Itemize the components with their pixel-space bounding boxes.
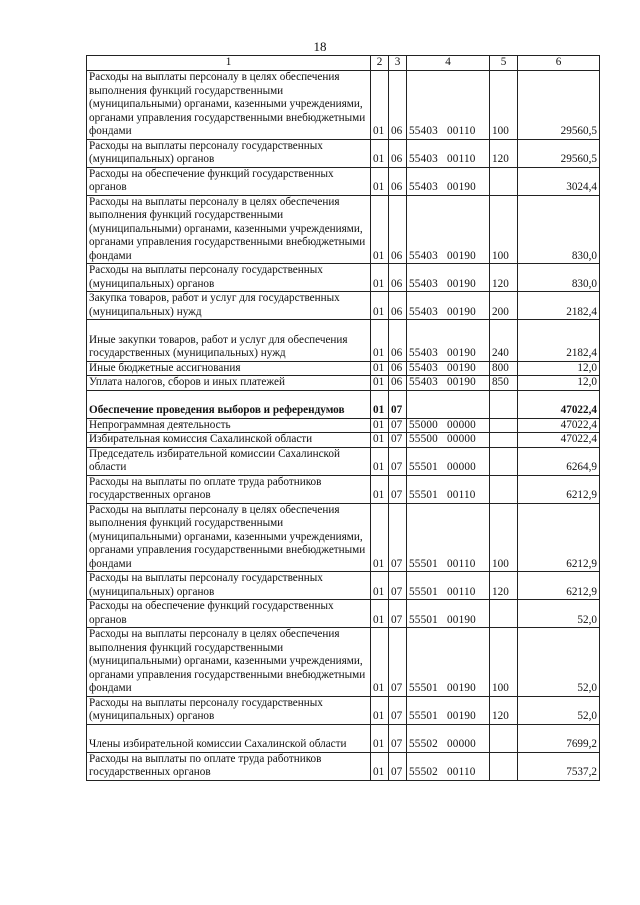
target-article-cell [407,418,490,433]
table-row [87,752,600,780]
table-row [87,139,600,167]
section-code-cell: 01 [371,390,389,418]
subsection-code-cell: 06 [389,167,407,195]
amount-cell: 2182,4 [518,320,600,362]
expense-type-cell: 800 [490,361,518,376]
column-header-subsection: 3 [389,56,407,71]
section-code-cell: 01 [371,724,389,752]
expense-name-cell: Члены избирательной комиссии Сахалинской области [87,724,371,752]
table-row [87,292,600,320]
expense-type-cell: 120 [490,139,518,167]
amount-cell: 47022,4 [518,418,600,433]
section-code-cell: 01 [371,433,389,448]
table-row [87,572,600,600]
target-article-direction-code: 00190 [447,277,476,290]
column-header-section: 2 [371,56,389,71]
section-code-cell: 01 [371,139,389,167]
target-article-direction-code: 00110 [447,153,476,165]
table-row [87,418,600,433]
target-article-cell [407,320,490,362]
amount-cell: 47022,4 [518,390,600,418]
table-row [87,433,600,448]
table-row [87,696,600,724]
expense-name-cell: Иные бюджетные ассигнования [87,361,371,376]
target-article-program-code: 55403 [409,277,438,290]
table-row [87,195,600,264]
table-header-row [87,56,600,71]
page-number: 18 [313,39,327,54]
amount-cell: 6212,9 [518,503,600,572]
target-article-program-code: 55501 [409,489,438,501]
subsection-code-cell: 06 [389,361,407,376]
subsection-code-cell: 06 [389,376,407,391]
expense-name-cell: Непрограммная деятельность [87,418,371,433]
expense-name-cell: Расходы на выплаты по оплате труда работников государственных органов [87,752,371,780]
target-article-direction-code: 00190 [447,249,476,262]
expense-name-cell: Расходы на выплаты персоналу государственных (муниципальных) органов [87,139,371,167]
target-article-cell [407,433,490,448]
target-article-cell [407,724,490,752]
table-row [87,600,600,628]
table-row [87,503,600,572]
column-header-target-article: 4 [407,56,490,71]
subsection-code-cell: 07 [389,752,407,780]
table-body [87,71,600,781]
table-row [87,390,600,418]
target-article-direction-code: 00110 [447,489,476,501]
target-article-cell [407,628,490,697]
expense-type-cell: 100 [490,71,518,140]
target-article-cell [407,475,490,503]
table-row [87,167,600,195]
amount-cell: 7699,2 [518,724,600,752]
table-row [87,628,600,697]
target-article-direction-code: 00110 [447,585,476,598]
section-code-cell: 01 [371,320,389,362]
target-article-cell [407,361,490,376]
subsection-code-cell: 06 [389,195,407,264]
column-header-expense-type: 5 [490,56,518,71]
expense-name-cell: Расходы на обеспечение функций государственных органов [87,167,371,195]
expense-name-cell: Иные закупки товаров, работ и услуг для обеспечения государственных (муниципальных) нужд [87,320,371,362]
target-article-program-code: 55000 [409,418,438,431]
target-article-program-code: 55501 [409,585,438,598]
table-row [87,264,600,292]
section-code-cell: 01 [371,628,389,697]
expense-type-cell: 120 [490,696,518,724]
section-code-cell: 01 [371,376,389,391]
target-article-cell [407,376,490,391]
subsection-code-cell: 06 [389,264,407,292]
expense-name-cell: Избирательная комиссия Сахалинской области [87,433,371,448]
expense-type-cell [490,418,518,433]
expense-name-cell: Расходы на выплаты персоналу в целях обеспечения выполнения функций государственными (муниципальными) органами, казенными учреждениями, органами управления государственными внебюджетными фондами [87,71,371,140]
subsection-code-cell: 07 [389,724,407,752]
expense-name-cell: Закупка товаров, работ и услуг для государственных (муниципальных) нужд [87,292,371,320]
target-article-program-code: 55501 [409,557,438,570]
subsection-code-cell: 07 [389,475,407,503]
target-article-program-code: 55403 [409,305,438,318]
target-article-direction-code: 00110 [447,557,476,570]
section-code-cell: 01 [371,447,389,475]
target-article-cell [407,752,490,780]
expense-type-cell: 200 [490,292,518,320]
subsection-code-cell: 07 [389,600,407,628]
subsection-code-cell: 06 [389,292,407,320]
target-article-cell [407,71,490,140]
target-article-cell [407,292,490,320]
target-article-direction-code: 00190 [447,361,476,374]
amount-cell: 830,0 [518,264,600,292]
amount-cell: 47022,4 [518,433,600,448]
subsection-code-cell: 06 [389,320,407,362]
expense-name-cell: Обеспечение проведения выборов и референдумов [87,390,371,418]
amount-cell: 6212,9 [518,572,600,600]
target-article-cell [407,264,490,292]
section-code-cell: 01 [371,572,389,600]
target-article-direction-code: 00190 [447,613,476,626]
subsection-code-cell: 06 [389,71,407,140]
expense-name-cell: Уплата налогов, сборов и иных платежей [87,376,371,391]
target-article-direction-code: 00000 [447,461,476,473]
expense-type-cell [490,390,518,418]
expense-type-cell [490,433,518,448]
expense-name-cell: Расходы на выплаты персоналу в целях обеспечения выполнения функций государственными (муниципальными) органами, казенными учреждениями, органами управления государственными внебюджетными фондами [87,195,371,264]
table-row [87,475,600,503]
target-article-direction-code: 00110 [447,125,476,137]
target-article-program-code: 55501 [409,613,438,626]
expense-type-cell: 120 [490,572,518,600]
target-article-cell [407,696,490,724]
target-article-cell [407,195,490,264]
target-article-direction-code: 00000 [447,418,476,431]
subsection-code-cell: 07 [389,390,407,418]
amount-cell: 12,0 [518,376,600,391]
target-article-program-code: 55501 [409,710,438,722]
expense-name-cell: Председатель избирательной комиссии Сахалинской области [87,447,371,475]
expense-type-cell: 850 [490,376,518,391]
expense-type-cell: 240 [490,320,518,362]
column-header-amount: 6 [518,56,600,71]
section-code-cell: 01 [371,696,389,724]
amount-cell: 6264,9 [518,447,600,475]
amount-cell: 3024,4 [518,167,600,195]
target-article-program-code: 55501 [409,461,438,473]
target-article-cell [407,447,490,475]
table-row [87,376,600,391]
target-article-program-code: 55403 [409,153,438,165]
subsection-code-cell: 07 [389,628,407,697]
target-article-program-code: 55500 [409,433,438,445]
expense-name-cell: Расходы на выплаты персоналу государственных (муниципальных) органов [87,696,371,724]
target-article-direction-code: 00000 [447,433,476,445]
expense-name-cell: Расходы на выплаты персоналу государственных (муниципальных) органов [87,264,371,292]
expense-name-cell: Расходы на выплаты персоналу государственных (муниципальных) органов [87,572,371,600]
expense-name-cell: Расходы на выплаты персоналу в целях обеспечения выполнения функций государственными (муниципальными) органами, казенными учреждениями, органами управления государственными внебюджетными фондами [87,503,371,572]
expense-type-cell: 100 [490,195,518,264]
expense-type-cell [490,724,518,752]
target-article-program-code: 55502 [409,766,438,778]
expense-name-cell: Расходы на обеспечение функций государственных органов [87,600,371,628]
amount-cell: 2182,4 [518,292,600,320]
amount-cell: 29560,5 [518,71,600,140]
amount-cell: 830,0 [518,195,600,264]
target-article-direction-code: 00190 [447,376,476,388]
column-header-name: 1 [87,56,371,71]
section-code-cell: 01 [371,418,389,433]
amount-cell: 52,0 [518,600,600,628]
target-article-program-code: 55403 [409,361,438,374]
section-code-cell: 01 [371,503,389,572]
budget-table [86,55,600,781]
expense-name-cell: Расходы на выплаты по оплате труда работников государственных органов [87,475,371,503]
section-code-cell: 01 [371,600,389,628]
target-article-program-code: 55403 [409,376,438,388]
section-code-cell: 01 [371,71,389,140]
expense-type-cell [490,752,518,780]
target-article-program-code: 55501 [409,682,438,694]
expense-name-cell: Расходы на выплаты персоналу в целях обеспечения выполнения функций государственными (муниципальными) органами, казенными учреждениями, органами управления государственными внебюджетными фондами [87,628,371,697]
amount-cell: 29560,5 [518,139,600,167]
expense-type-cell: 120 [490,264,518,292]
amount-cell: 52,0 [518,628,600,697]
subsection-code-cell: 06 [389,139,407,167]
target-article-cell [407,390,490,418]
subsection-code-cell: 07 [389,418,407,433]
section-code-cell: 01 [371,475,389,503]
expense-type-cell: 100 [490,503,518,572]
section-code-cell: 01 [371,195,389,264]
expense-type-cell [490,600,518,628]
target-article-program-code: 55403 [409,125,438,137]
target-article-direction-code: 00190 [447,682,476,694]
subsection-code-cell: 07 [389,696,407,724]
target-article-direction-code: 00190 [447,710,476,722]
table-row [87,724,600,752]
target-article-cell [407,572,490,600]
section-code-cell: 01 [371,264,389,292]
target-article-program-code: 55403 [409,249,438,262]
table-row [87,71,600,140]
target-article-direction-code: 00190 [447,347,476,359]
subsection-code-cell: 07 [389,433,407,448]
section-code-cell: 01 [371,361,389,376]
amount-cell: 7537,2 [518,752,600,780]
expense-type-cell: 100 [490,628,518,697]
amount-cell: 6212,9 [518,475,600,503]
subsection-code-cell: 07 [389,447,407,475]
subsection-code-cell: 07 [389,572,407,600]
expense-type-cell [490,447,518,475]
table-row [87,320,600,362]
expense-type-cell [490,167,518,195]
table-row [87,447,600,475]
section-code-cell: 01 [371,292,389,320]
expense-type-cell [490,475,518,503]
target-article-cell [407,503,490,572]
section-code-cell: 01 [371,167,389,195]
target-article-direction-code: 00190 [447,305,476,318]
target-article-direction-code: 00000 [447,738,476,750]
target-article-cell [407,139,490,167]
target-article-direction-code: 00110 [447,766,476,778]
section-code-cell: 01 [371,752,389,780]
table-row [87,361,600,376]
amount-cell: 12,0 [518,361,600,376]
amount-cell: 52,0 [518,696,600,724]
target-article-program-code: 55403 [409,181,438,193]
target-article-program-code: 55403 [409,347,438,359]
target-article-program-code: 55502 [409,738,438,750]
target-article-direction-code: 00190 [447,181,476,193]
subsection-code-cell: 07 [389,503,407,572]
target-article-cell [407,167,490,195]
target-article-cell [407,600,490,628]
